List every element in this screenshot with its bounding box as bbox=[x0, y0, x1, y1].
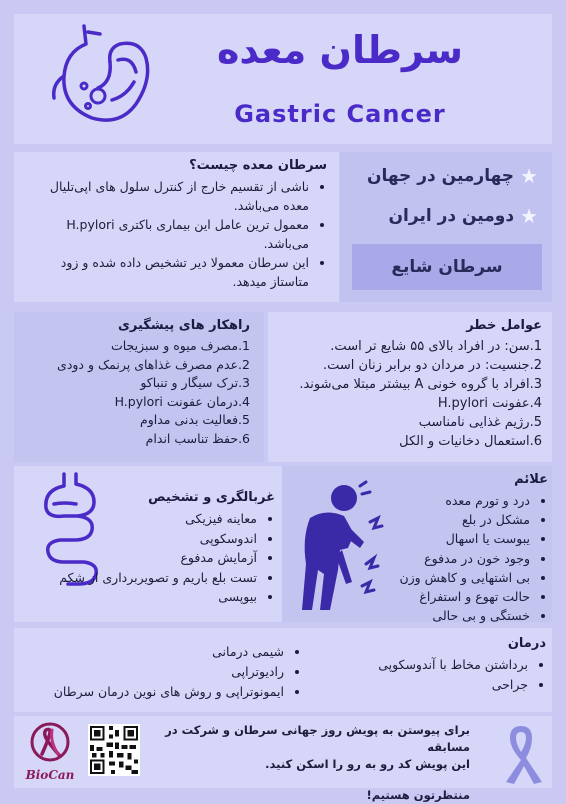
rank-world-label: چهارمین در جهان bbox=[366, 166, 515, 186]
risk-list bbox=[274, 337, 542, 451]
what-is-heading: سرطان معده چیست؟ bbox=[189, 158, 327, 173]
list-item: • جراحی bbox=[330, 675, 528, 695]
list-item: 4.عفونت H.pylori bbox=[437, 396, 542, 411]
list-item: • معاینه فیزیکی bbox=[115, 509, 257, 529]
list-item: • تست بلع باریم و تصویربرداری از شکم bbox=[115, 568, 257, 588]
logo-ribbon-icon bbox=[22, 722, 78, 766]
list-item: • خستگی و بی حالی bbox=[396, 606, 530, 625]
prevention-list bbox=[24, 337, 250, 448]
list-item: 2.عدم مصرف غذاهای پرنمک و دودی bbox=[57, 356, 250, 372]
list-item: • برداشتن مخاط با آندوسکوپی bbox=[330, 655, 528, 675]
list-item: • ایمونوتراپی و روش های نوین درمان سرطان bbox=[30, 682, 284, 702]
list-item: 2.جنسیت: در مردان دو برابر زنان است. bbox=[322, 358, 542, 373]
star-icon: ★ bbox=[520, 204, 538, 228]
rank-world bbox=[367, 164, 538, 188]
prevention-heading: راهکار های پیشگیری bbox=[117, 318, 250, 333]
page-title: سرطان معده bbox=[216, 28, 464, 72]
rank-iran-label: دومین در ایران bbox=[388, 206, 515, 226]
treatment-right-list bbox=[330, 655, 546, 695]
list-item: • رادیوتراپی bbox=[30, 662, 284, 682]
list-item: • ناشی از تقسیم خارج از کنترل سلول های اپی‌تلیال معده می‌باشد. bbox=[24, 177, 309, 215]
page-subtitle: Gastric Cancer bbox=[234, 100, 446, 128]
list-item: • مشکل در بلع bbox=[396, 510, 530, 529]
what-is-panel bbox=[14, 152, 339, 302]
symptoms-content bbox=[396, 472, 548, 625]
list-item: • این سرطان معمولا دیر تشخیص داده شده و زود متاستاز میدهد. bbox=[24, 253, 309, 291]
risk-factors-panel bbox=[268, 312, 552, 462]
list-item: 3.افراد با گروه خونی A بیشتر مبتلا می‌شوند. bbox=[299, 377, 542, 392]
screening-heading: غربالگری و تشخیص bbox=[148, 490, 275, 505]
list-item: • وجود خون در مدفوع bbox=[396, 549, 530, 568]
logo-text: BioCan bbox=[25, 768, 75, 782]
list-item: • اندوسکوپی bbox=[115, 529, 257, 549]
list-item: • حالت تهوع و استفراغ bbox=[396, 587, 530, 606]
list-item: 3.ترک سیگار و تنباکو bbox=[140, 375, 250, 390]
list-item: 4.درمان عفونت H.pylori bbox=[114, 393, 250, 409]
list-item: 5.رژیم غذایی نامناسب bbox=[418, 415, 542, 430]
treatment-left bbox=[30, 642, 302, 702]
list-item: 6.حفظ تناسب اندام bbox=[145, 430, 250, 446]
biocan-logo bbox=[22, 722, 78, 782]
treatment-left-list bbox=[30, 642, 302, 702]
awareness-ribbon-icon bbox=[496, 722, 546, 786]
person-pain-icon bbox=[290, 478, 390, 614]
list-item: 6.استعمال دخانیات و الکل bbox=[399, 434, 542, 449]
footer-line-2: این پویش کد رو به رو را اسکن کنید. bbox=[265, 757, 470, 771]
prevention-panel bbox=[14, 312, 264, 462]
symptoms-list bbox=[396, 491, 548, 625]
list-item: • یبوست یا اسهال bbox=[396, 529, 530, 548]
list-item: • بی اشتهایی و کاهش وزن bbox=[396, 568, 530, 587]
list-item: • شیمی درمانی bbox=[30, 642, 284, 662]
list-item: • بیوپسی bbox=[115, 587, 257, 607]
footer-line-1: برای پیوستن به پویش روز جهانی سرطان و شرکت در مسابقه bbox=[165, 723, 470, 754]
risk-heading: عوامل خطر bbox=[466, 318, 542, 333]
symptoms-heading: علائم bbox=[514, 472, 548, 487]
list-item: 5.فعالیت بدنی مداوم bbox=[140, 412, 250, 427]
star-icon: ★ bbox=[520, 164, 538, 188]
stomach-icon bbox=[48, 22, 158, 140]
rank-iran bbox=[389, 204, 538, 228]
screening-list bbox=[59, 509, 275, 607]
list-item: • درد و تورم معده bbox=[396, 491, 530, 510]
treatment-right bbox=[330, 636, 546, 695]
footer-message bbox=[150, 722, 470, 804]
qr-code-icon[interactable] bbox=[88, 724, 140, 776]
footer-line-3: منتظرتون هستیم! bbox=[366, 788, 470, 802]
list-item: • آزمایش مدفوع bbox=[115, 548, 257, 568]
common-cancer-badge: سرطان شایع bbox=[352, 244, 542, 290]
screening-content bbox=[59, 490, 275, 607]
list-item: • معمول ترین عامل این بیماری باکتری H.pylori می‌باشد. bbox=[24, 215, 309, 253]
treatment-heading: درمان bbox=[507, 636, 546, 651]
what-is-list bbox=[24, 177, 327, 291]
list-item: 1.مصرف میوه و سبزیجات bbox=[110, 338, 250, 353]
list-item: 1.سن: در افراد بالای ۵۵ شایع تر است. bbox=[330, 339, 542, 354]
